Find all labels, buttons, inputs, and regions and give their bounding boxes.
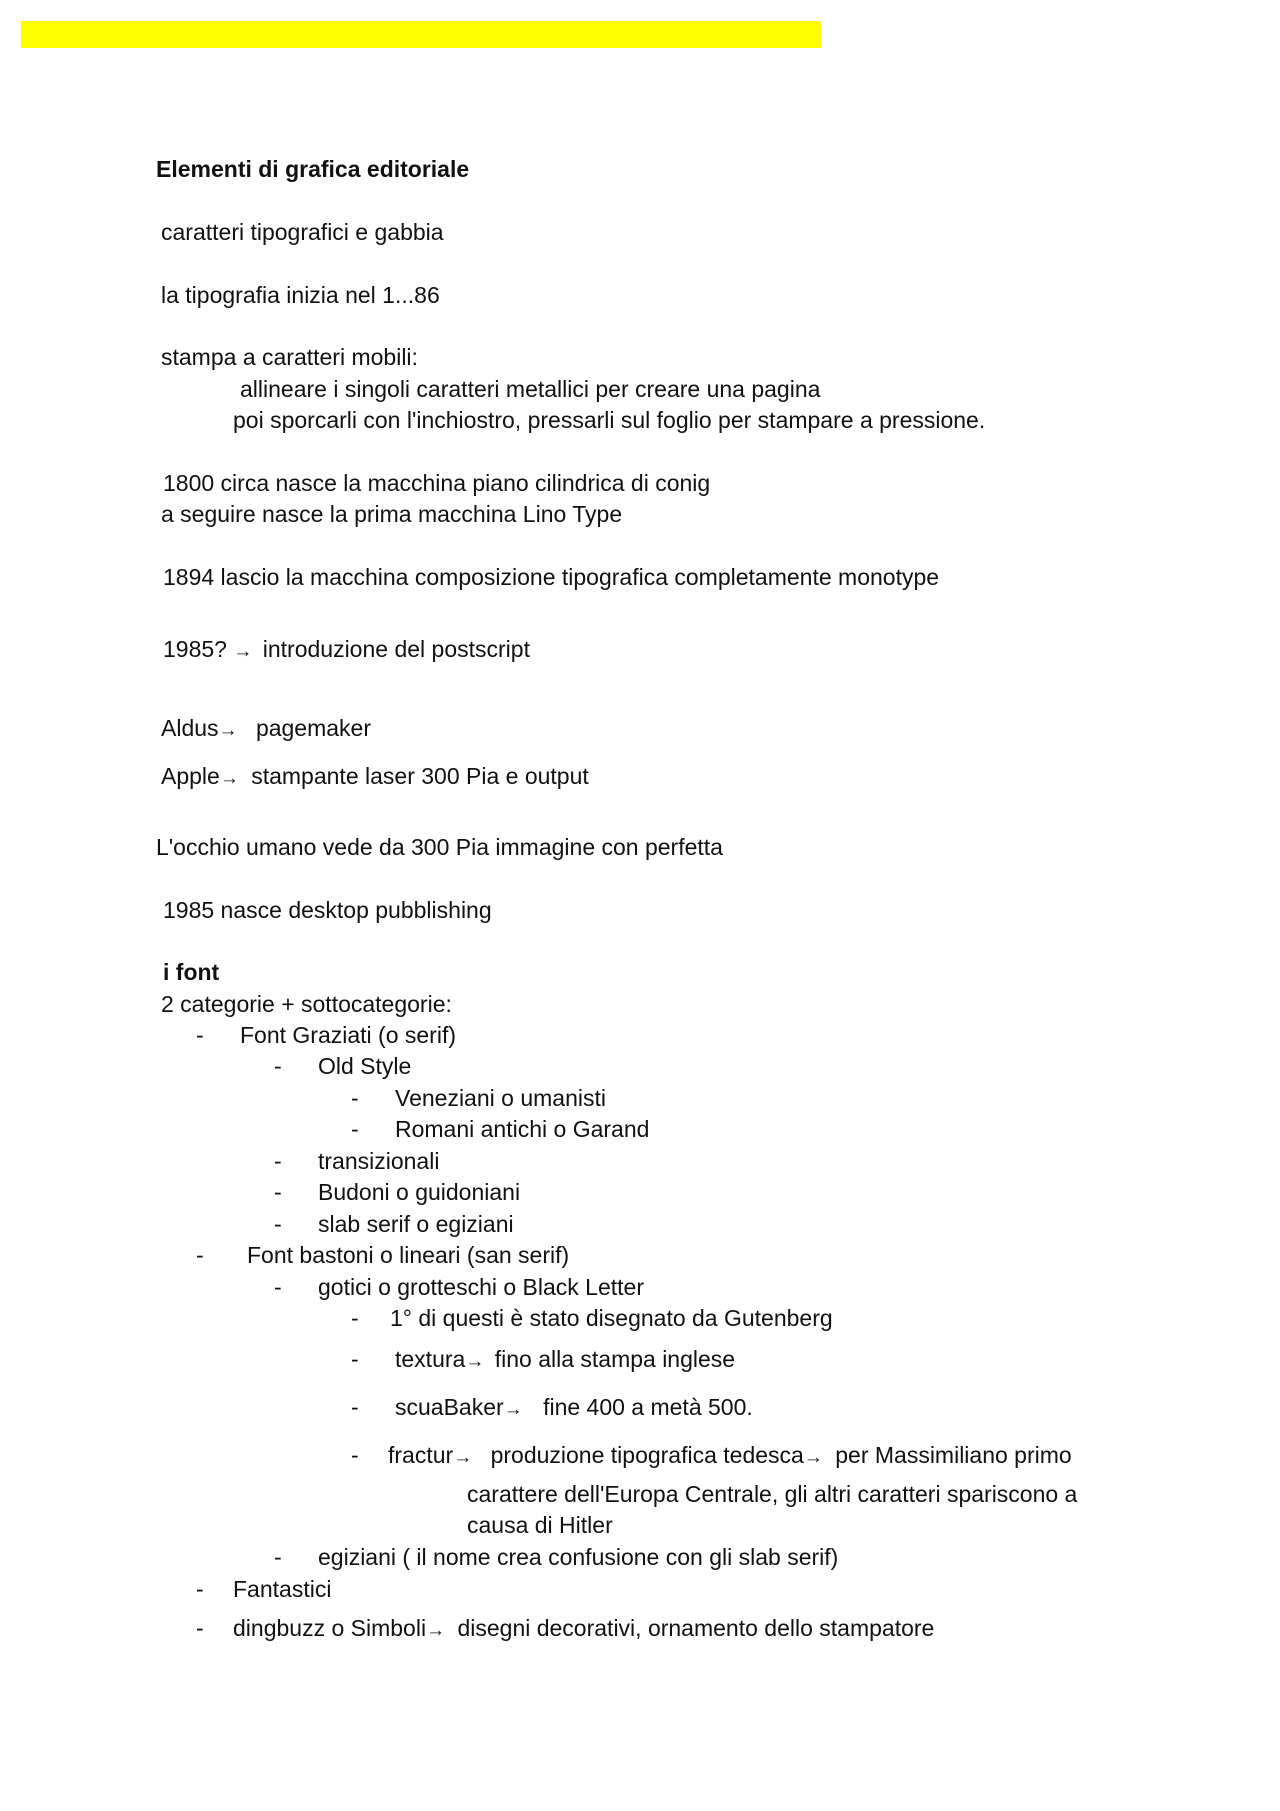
bullet-dash: - bbox=[351, 1305, 359, 1331]
list-item: gotici o grotteschi o Black Letter bbox=[318, 1274, 644, 1300]
text-line: stampa a caratteri mobili: bbox=[161, 344, 418, 370]
text-line: causa di Hitler bbox=[467, 1512, 613, 1538]
arrow-icon: → bbox=[803, 1447, 823, 1468]
text-line: 2 categorie + sottocategorie: bbox=[161, 991, 452, 1017]
text-line: la tipografia inizia nel 1...86 bbox=[161, 282, 440, 308]
list-item: transizionali bbox=[318, 1148, 440, 1174]
text-fragment: fine 400 a metà 500. bbox=[543, 1394, 753, 1420]
text-fragment: 1985? bbox=[163, 636, 227, 662]
list-item: Font Graziati (o serif) bbox=[240, 1022, 456, 1048]
text-fragment: disegni decorativi, ornamento dello stampatore bbox=[457, 1615, 935, 1641]
bullet-dash: - bbox=[274, 1053, 282, 1079]
text-fragment: Apple bbox=[161, 763, 220, 789]
document-title: Elementi di grafica editoriale bbox=[156, 156, 470, 182]
text-fragment: stampante laser 300 Pia e output bbox=[251, 763, 589, 789]
list-item bbox=[388, 1441, 1072, 1472]
bullet-dash: - bbox=[196, 1576, 204, 1602]
section-heading: i font bbox=[163, 959, 220, 985]
list-item: Budoni o guidoniani bbox=[318, 1179, 521, 1205]
arrow-icon: → bbox=[453, 1447, 473, 1468]
bullet-dash: - bbox=[274, 1211, 282, 1237]
text-line: L'occhio umano vede da 300 Pia immagine con perfetta bbox=[156, 834, 723, 860]
text-fragment: fino alla stampa inglese bbox=[494, 1346, 736, 1372]
text-line: a seguire nasce la prima macchina Lino Type bbox=[161, 501, 623, 527]
bullet-dash: - bbox=[274, 1179, 282, 1205]
arrow-icon: → bbox=[219, 768, 239, 789]
list-item: Fantastici bbox=[233, 1576, 332, 1602]
text-line bbox=[161, 714, 371, 745]
text-fragment: dingbuzz o Simboli bbox=[233, 1615, 427, 1641]
list-item: Romani antichi o Garand bbox=[395, 1116, 650, 1142]
list-item bbox=[395, 1393, 753, 1424]
text-fragment: per Massimiliano primo bbox=[835, 1442, 1072, 1468]
text-line: 1985 nasce desktop pubblishing bbox=[163, 897, 492, 923]
arrow-icon: → bbox=[426, 1620, 446, 1641]
text-fragment: fractur bbox=[388, 1442, 454, 1468]
arrow-icon: → bbox=[218, 720, 238, 741]
arrow-icon: → bbox=[465, 1351, 485, 1372]
text-fragment: scuaBaker bbox=[395, 1394, 504, 1420]
bullet-dash: - bbox=[196, 1615, 204, 1641]
bullet-dash: - bbox=[274, 1274, 282, 1300]
arrow-icon: → bbox=[503, 1399, 523, 1420]
list-item bbox=[395, 1345, 735, 1376]
text-line: caratteri tipografici e gabbia bbox=[161, 219, 444, 245]
text-fragment: produzione tipografica tedesca bbox=[490, 1442, 804, 1468]
bullet-dash: - bbox=[351, 1085, 359, 1111]
text-fragment: textura bbox=[395, 1346, 466, 1372]
list-item: Font bastoni o lineari (san serif) bbox=[247, 1242, 570, 1268]
text-line: carattere dell'Europa Centrale, gli altri caratteri spariscono a bbox=[467, 1481, 1078, 1507]
text-fragment: pagemaker bbox=[255, 715, 372, 741]
text-line bbox=[161, 762, 589, 793]
list-item: 1° di questi è stato disegnato da Gutenberg bbox=[390, 1305, 833, 1331]
bullet-dash: - bbox=[351, 1394, 359, 1420]
bullet-dash: - bbox=[351, 1116, 359, 1142]
text-line bbox=[163, 635, 530, 666]
text-fragment: Aldus bbox=[161, 715, 219, 741]
bullet-dash: - bbox=[351, 1346, 359, 1372]
bullet-dash: - bbox=[274, 1148, 282, 1174]
list-item: slab serif o egiziani bbox=[318, 1211, 514, 1237]
yellow-highlight-bar bbox=[21, 21, 821, 48]
text-line: allineare i singoli caratteri metallici per creare una pagina bbox=[240, 376, 821, 402]
bullet-dash: - bbox=[274, 1544, 282, 1570]
bullet-dash: - bbox=[196, 1022, 204, 1048]
text-line: 1894 lascio la macchina composizione tipografica completamente monotype bbox=[163, 564, 940, 590]
list-item: egiziani ( il nome crea confusione con gli slab serif) bbox=[318, 1544, 839, 1570]
list-item: Old Style bbox=[318, 1053, 412, 1079]
text-line: poi sporcarli con l'inchiostro, pressarli sul foglio per stampare a pressione. bbox=[233, 407, 986, 433]
bullet-dash: - bbox=[351, 1442, 359, 1468]
list-item: Veneziani o umanisti bbox=[395, 1085, 606, 1111]
arrow-icon: → bbox=[233, 641, 253, 662]
list-item bbox=[233, 1614, 934, 1645]
bullet-dash: - bbox=[196, 1242, 204, 1268]
text-line: 1800 circa nasce la macchina piano cilindrica di conig bbox=[163, 470, 711, 496]
text-fragment: introduzione del postscript bbox=[262, 636, 530, 662]
